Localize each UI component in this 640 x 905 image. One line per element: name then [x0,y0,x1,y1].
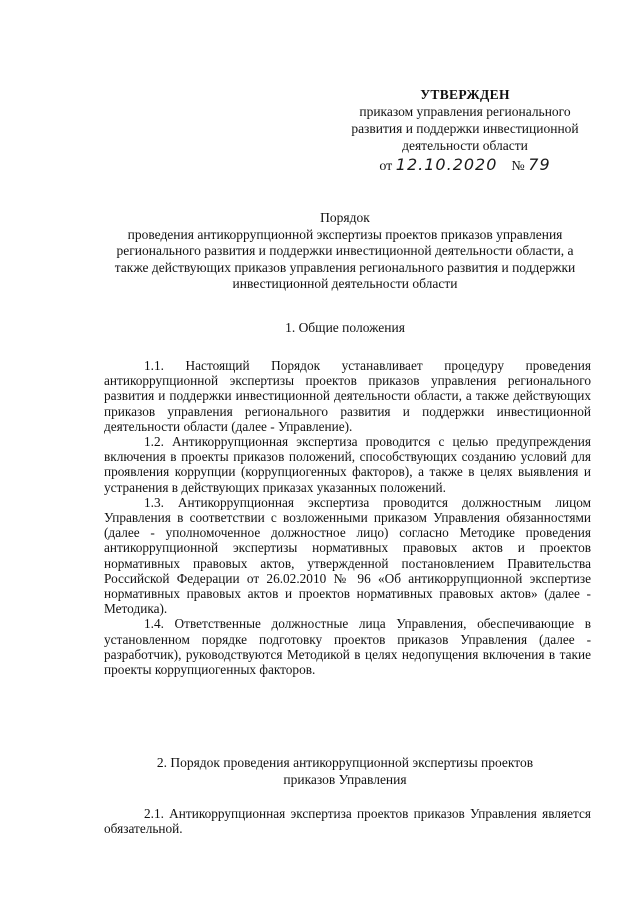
section-1-body [104,358,591,677]
handwritten-number: 79 [528,155,551,174]
document-title [100,210,590,293]
approval-line: деятельности области [402,138,528,153]
paragraph: 2.1. Антикоррупционная экспертиза проектов приказов Управления является обязательной. [104,806,591,837]
approval-stamp [340,86,590,175]
paragraph: 1.2. Антикоррупционная экспертиза проводится с целью предупреждения включения в проекты приказов положений, способствующих созданию условий для проявления коррупции (коррупциогенных факторов), а также в целях выявления и устранения в действующих приказах указанных положений. [104,434,591,495]
section-2-title-line: приказов Управления [283,771,407,787]
approval-line: развития и поддержки инвестиционной [351,121,579,136]
paragraph: 1.1. Настоящий Порядок устанавливает процедуру проведения антикоррупционной экспертизы проектов приказов управления регионального развития и поддержки инвестиционной деятельности области, а также действующих приказов управления регионального развития и поддержки инвестиционной деятельности области (далее - Управление). [104,358,591,434]
title-word: Порядок [320,210,370,225]
number-prefix: № [511,159,525,174]
handwritten-date: 12.10.2020 [395,155,498,174]
approval-line: приказом управления регионального [359,104,571,119]
paragraph: 1.3. Антикоррупционная экспертиза проводится должностным лицом Управления в соответствии с возложенными приказом Управления обязанностями (далее - уполномоченное должностное лицо) согласно Методике проведения антикоррупционной экспертизы нормативных правовых актов и проектов нормативных правовых актов, утвержденной постановлением Правительства Российской Федерации от 26.02.2010 № 96 «Об антикоррупционной экспертизе нормативных правовых актов и проектов нормативных правовых актов» (далее - Методика). [104,494,591,617]
title-subtitle: проведения антикоррупционной экспертизы проектов приказов управления регионального развития и поддержки инвестиционной деятельности области, а также действующих приказов управления регионального развития и поддержки инвестиционной деятельности области [114,226,576,291]
date-prefix: от [379,159,393,174]
approval-date-line [340,156,590,175]
section-2-title [100,755,590,788]
section-2-body [104,806,591,836]
section-2-title-line: 2. Порядок проведения антикоррупционной экспертизы проектов [156,755,534,770]
paragraph: 1.4. Ответственные должностные лица Управления, обеспечивающие в установленном порядке подготовку проектов приказов Управления (далее - разработчик), руководствуются Методикой в целях недопущения включения в такие проекты коррупциогенных факторов. [104,616,591,678]
section-1-title: 1. Общие положения [285,320,405,335]
approval-heading: УТВЕРЖДЕН [420,87,510,102]
